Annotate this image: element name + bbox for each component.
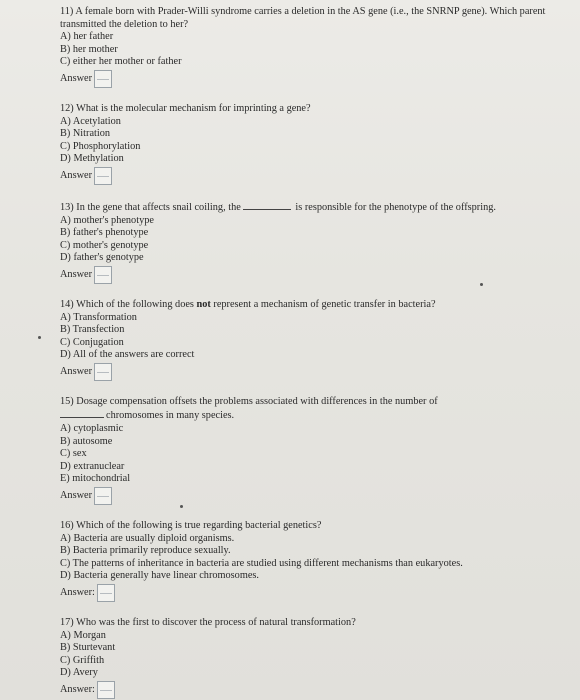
question-text-line2 [60, 408, 560, 423]
option-e: E) mitochondrial [60, 473, 131, 485]
question-11 [60, 6, 560, 89]
question-16 [60, 520, 560, 603]
fill-in-blank [243, 200, 291, 210]
question-17 [60, 617, 560, 700]
answer-row [60, 583, 560, 603]
question-text: 15) Dosage compensation offsets the problems associated with differences in the number of [60, 395, 438, 407]
answer-input-box[interactable] [94, 266, 112, 284]
answer-label: Answer [60, 169, 93, 181]
answer-row [60, 486, 560, 506]
option-d: D) Avery [60, 667, 98, 679]
question-text-end: is responsible for the phenotype of the offspring. [295, 201, 496, 213]
answer-label: Answer: [60, 586, 95, 598]
question-13 [60, 200, 560, 285]
option-a: A) Bacteria are usually diploid organisms. [60, 532, 235, 544]
option-b: B) Nitration [60, 128, 111, 140]
option-b: B) Bacteria primarily reproduce sexually. [60, 545, 231, 557]
option-d: D) father's genotype [60, 252, 144, 264]
option-c: C) mother's genotype [60, 239, 149, 251]
question-15 [60, 396, 560, 506]
option-b: B) her mother [60, 43, 118, 55]
question-text [60, 200, 560, 215]
answer-input-box[interactable] [94, 363, 112, 381]
speck-mark [38, 336, 41, 339]
question-text-start: 14) Which of the following does [60, 298, 194, 310]
question-12 [60, 103, 560, 186]
question-text: 11) A female born with Prader-Willi syndrome carries a deletion in the AS gene (i.e., the SNRNP gene). Which parent transmitted the deletion to her? [60, 6, 546, 30]
question-text: 16) Which of the following is true regarding bacterial genetics? [60, 520, 322, 532]
answer-label: Answer: [60, 683, 95, 695]
option-c: C) either her mother or father [60, 56, 182, 68]
question-text-continued: chromosomes in many species. [106, 410, 235, 422]
answer-label: Answer [60, 489, 93, 501]
question-text [60, 299, 560, 312]
answer-row [60, 166, 560, 186]
option-c: C) The patterns of inheritance in bacteria are studied using different mechanisms than eukaryotes. [60, 557, 463, 569]
fill-in-blank [60, 408, 104, 418]
answer-row [60, 69, 560, 89]
speck-mark [180, 505, 183, 508]
answer-label: Answer [60, 365, 93, 377]
option-b: B) father's phenotype [60, 227, 149, 239]
answer-input-box[interactable] [94, 167, 112, 185]
option-a: A) mother's phenotype [60, 214, 154, 226]
question-text: 12) What is the molecular mechanism for imprinting a gene? [60, 102, 311, 114]
answer-input-box[interactable] [97, 681, 115, 699]
answer-row [60, 265, 560, 285]
option-d: D) extranuclear [60, 460, 125, 472]
option-a: A) cytoplasmic [60, 423, 124, 435]
option-c: C) Conjugation [60, 336, 124, 348]
option-c: C) sex [60, 448, 87, 460]
option-b: B) autosome [60, 435, 113, 447]
answer-row [60, 362, 560, 382]
question-text-emphasis: not [196, 298, 211, 310]
answer-input-box[interactable] [97, 584, 115, 602]
question-text: 17) Who was the first to discover the process of natural transformation? [60, 617, 356, 628]
answer-label: Answer [60, 72, 93, 84]
question-14 [60, 299, 560, 382]
option-a: A) Transformation [60, 311, 137, 323]
option-d: D) All of the answers are correct [60, 349, 195, 361]
option-b: B) Transfection [60, 324, 125, 336]
question-text-end: represent a mechanism of genetic transfer in bacteria? [213, 298, 436, 310]
option-d: D) Bacteria generally have linear chromosomes. [60, 570, 259, 582]
option-d: D) Methylation [60, 153, 124, 165]
answer-input-box[interactable] [94, 70, 112, 88]
option-a: A) her father [60, 31, 114, 43]
answer-input-box[interactable] [94, 487, 112, 505]
speck-mark [480, 283, 483, 286]
answer-label: Answer [60, 268, 93, 280]
answer-row [60, 680, 560, 700]
option-b: B) Sturtevant [60, 642, 116, 654]
option-a: A) Morgan [60, 629, 106, 641]
option-c: C) Griffith [60, 654, 105, 666]
question-text-start: 13) In the gene that affects snail coiling, the [60, 201, 241, 213]
option-c: C) Phosphorylation [60, 140, 141, 152]
option-a: A) Acetylation [60, 115, 121, 127]
